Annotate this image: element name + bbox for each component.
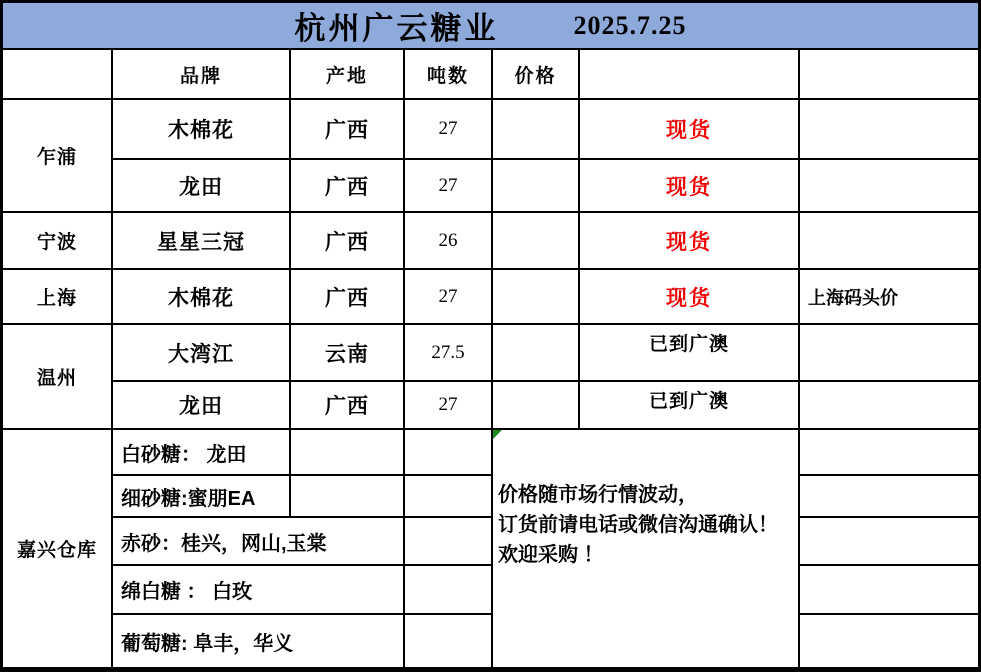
origin-cell: 广西 [291, 270, 405, 325]
cell-error-marker-icon [493, 430, 502, 439]
brand-cell: 龙田 [113, 160, 291, 213]
empty-cell [405, 615, 493, 667]
price-cell-empty [493, 382, 580, 430]
header-cell-status [580, 50, 800, 100]
notice-line: 欢迎采购 ！ [498, 543, 604, 566]
note-cell-empty [800, 382, 978, 430]
note-cell-empty [800, 566, 978, 615]
tons-cell: 26 [405, 213, 493, 270]
empty-cell [405, 566, 493, 615]
note-cell-empty [800, 100, 978, 160]
origin-cell: 云南 [291, 325, 405, 382]
price-cell-empty [493, 160, 580, 213]
report-date: 2025.7.25 [573, 10, 687, 40]
brand-cell: 木棉花 [113, 100, 291, 160]
warehouse-item-cell: 白砂糖： 龙田 [113, 430, 291, 476]
note-cell-empty [800, 430, 978, 476]
warehouse-item-cell: 赤砂：桂兴，网山,玉棠 [113, 518, 405, 566]
empty-cell [291, 430, 405, 476]
brand-cell: 大湾江 [113, 325, 291, 382]
header-cell-tons: 吨数 [405, 50, 493, 100]
title-bar [3, 3, 978, 50]
notice-line: 订货前请电话或微信沟通确认！ [498, 513, 778, 536]
header-cell-brand: 品牌 [113, 50, 291, 100]
header-cell-origin: 产地 [291, 50, 405, 100]
brand-cell: 龙田 [113, 382, 291, 430]
empty-cell [291, 476, 405, 518]
brand-cell: 星星三冠 [113, 213, 291, 270]
tons-cell: 27.5 [405, 325, 493, 382]
location-cell-zhapu: 乍浦 [3, 100, 113, 213]
warehouse-item-cell: 绵白糖 ： 白玫 [113, 566, 405, 615]
status-cell-arrived: 已到广澳 [580, 325, 800, 382]
location-cell-ningbo: 宁波 [3, 213, 113, 270]
tons-cell: 27 [405, 160, 493, 213]
note-cell-empty [800, 615, 978, 667]
warehouse-item-cell: 葡萄糖: 阜丰，华义 [113, 615, 405, 667]
origin-cell: 广西 [291, 160, 405, 213]
status-cell-spot: 现货 [580, 270, 800, 325]
warehouse-item-cell: 细砂糖:蜜朋EA [113, 476, 291, 518]
empty-cell [405, 518, 493, 566]
origin-cell: 广西 [291, 382, 405, 430]
status-cell-spot: 现货 [580, 213, 800, 270]
status-cell-arrived: 已到广澳 [580, 382, 800, 430]
note-cell-empty [800, 476, 978, 518]
brand-cell: 木棉花 [113, 270, 291, 325]
tons-cell: 27 [405, 382, 493, 430]
note-cell-empty [800, 518, 978, 566]
empty-cell [405, 476, 493, 518]
price-cell-empty [493, 100, 580, 160]
note-cell-empty [800, 160, 978, 213]
status-cell-spot: 现货 [580, 160, 800, 213]
location-cell-shanghai: 上海 [3, 270, 113, 325]
company-title: 杭州广云糖业 [294, 11, 499, 46]
price-cell-empty [493, 325, 580, 382]
tons-cell: 27 [405, 270, 493, 325]
location-cell-wenzhou: 温州 [3, 325, 113, 430]
note-cell-empty [800, 213, 978, 270]
origin-cell: 广西 [291, 100, 405, 160]
price-cell-empty [493, 213, 580, 270]
empty-cell [405, 430, 493, 476]
notice-line: 价格随市场行情波动， [498, 483, 698, 506]
note-cell-shanghai-dock-price: 上海码头价 [800, 270, 978, 325]
origin-cell: 广西 [291, 213, 405, 270]
tons-cell: 27 [405, 100, 493, 160]
notice-cell [493, 430, 800, 667]
header-cell-price: 价格 [493, 50, 580, 100]
price-cell-empty [493, 270, 580, 325]
status-cell-spot: 现货 [580, 100, 800, 160]
header-cell-note [800, 50, 978, 100]
location-cell-jiaxing-warehouse: 嘉兴仓库 [3, 430, 113, 667]
header-cell-location [3, 50, 113, 100]
note-cell-empty [800, 325, 978, 382]
